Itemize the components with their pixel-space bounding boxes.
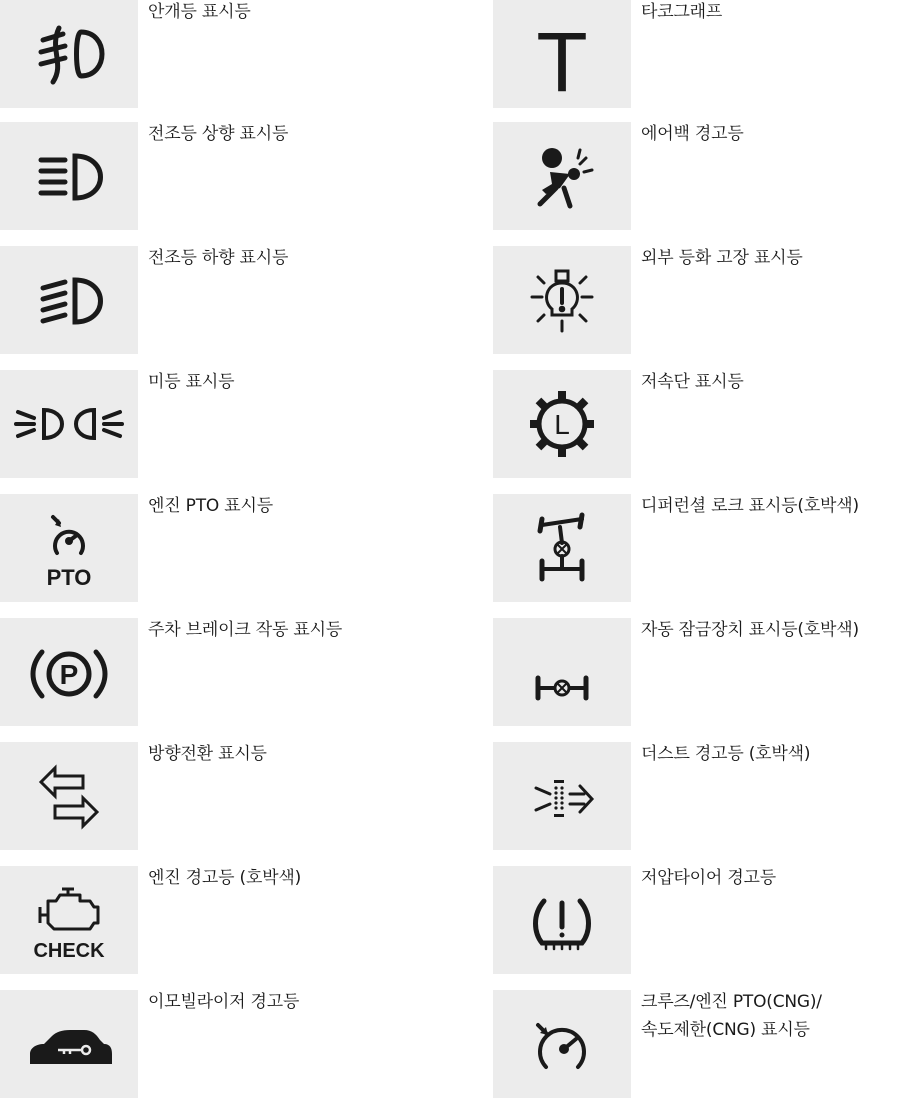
differential-lock-icon [493,494,631,602]
indicator-item [0,370,420,478]
engine-pto-icon [0,494,138,602]
indicator-item [493,990,913,1098]
auto-lock-icon [493,618,631,726]
indicator-label: 엔진 경고등 (호박색) [148,868,302,888]
parking-brake-icon [0,618,138,726]
indicator-item [493,370,913,478]
tail-light-icon [0,370,138,478]
check-engine-icon [0,866,138,974]
indicator-item [493,618,913,726]
low-gear-icon [493,370,631,478]
indicator-label: 자동 잠금장치 표시등(호박색) [641,620,859,640]
indicator-item [493,122,913,230]
svg-text:PTO: PTO [46,565,92,590]
dust-warning-icon [493,742,631,850]
immobilizer-icon [0,990,138,1098]
indicator-label: 디퍼런셜 로크 표시등(호박색) [641,496,859,516]
indicator-label: 전조등 하향 표시등 [148,248,289,268]
indicator-label: 크루즈/엔진 PTO(CNG)/ 속도제한(CNG) 표시등 [641,992,822,1040]
high-beam-icon [0,122,138,230]
indicator-label: 미등 표시등 [148,372,235,392]
indicator-label: 안개등 표시등 [148,2,251,22]
indicator-item [0,742,420,850]
tire-pressure-icon [493,866,631,974]
indicator-item [0,122,420,230]
indicator-item [0,618,420,726]
indicator-label: 전조등 상향 표시등 [148,124,289,144]
indicator-item [493,742,913,850]
indicator-item [493,246,913,354]
svg-text:CHECK: CHECK [33,940,105,962]
svg-text:P: P [59,659,79,690]
indicator-item [0,246,420,354]
indicator-label: 타코그래프 [641,2,723,22]
indicator-label: 에어백 경고등 [641,124,744,144]
low-beam-icon [0,246,138,354]
indicator-item [0,494,420,602]
turn-signal-icon [0,742,138,850]
svg-text:L: L [554,409,570,440]
indicator-label: 엔진 PTO 표시등 [148,496,273,516]
indicator-label: 이모빌라이저 경고등 [148,992,300,1012]
svg-text:T: T [536,15,588,99]
indicator-item [493,0,913,108]
indicator-item [0,990,420,1098]
indicator-label: 방향전환 표시등 [148,744,267,764]
indicator-item [493,866,913,974]
indicator-label: 저압타이어 경고등 [641,868,776,888]
cruise-speed-limit-icon [493,990,631,1098]
airbag-icon [493,122,631,230]
exterior-lamp-failure-icon [493,246,631,354]
indicator-label: 주차 브레이크 작동 표시등 [148,620,343,640]
fog-light-icon [0,0,138,108]
indicator-label: 외부 등화 고장 표시등 [641,248,803,268]
indicator-item [0,0,420,108]
indicator-item [0,866,420,974]
tachograph-icon [493,0,631,108]
indicator-label: 더스트 경고등 (호박색) [641,744,811,764]
indicator-item [493,494,913,602]
indicator-label: 저속단 표시등 [641,372,744,392]
